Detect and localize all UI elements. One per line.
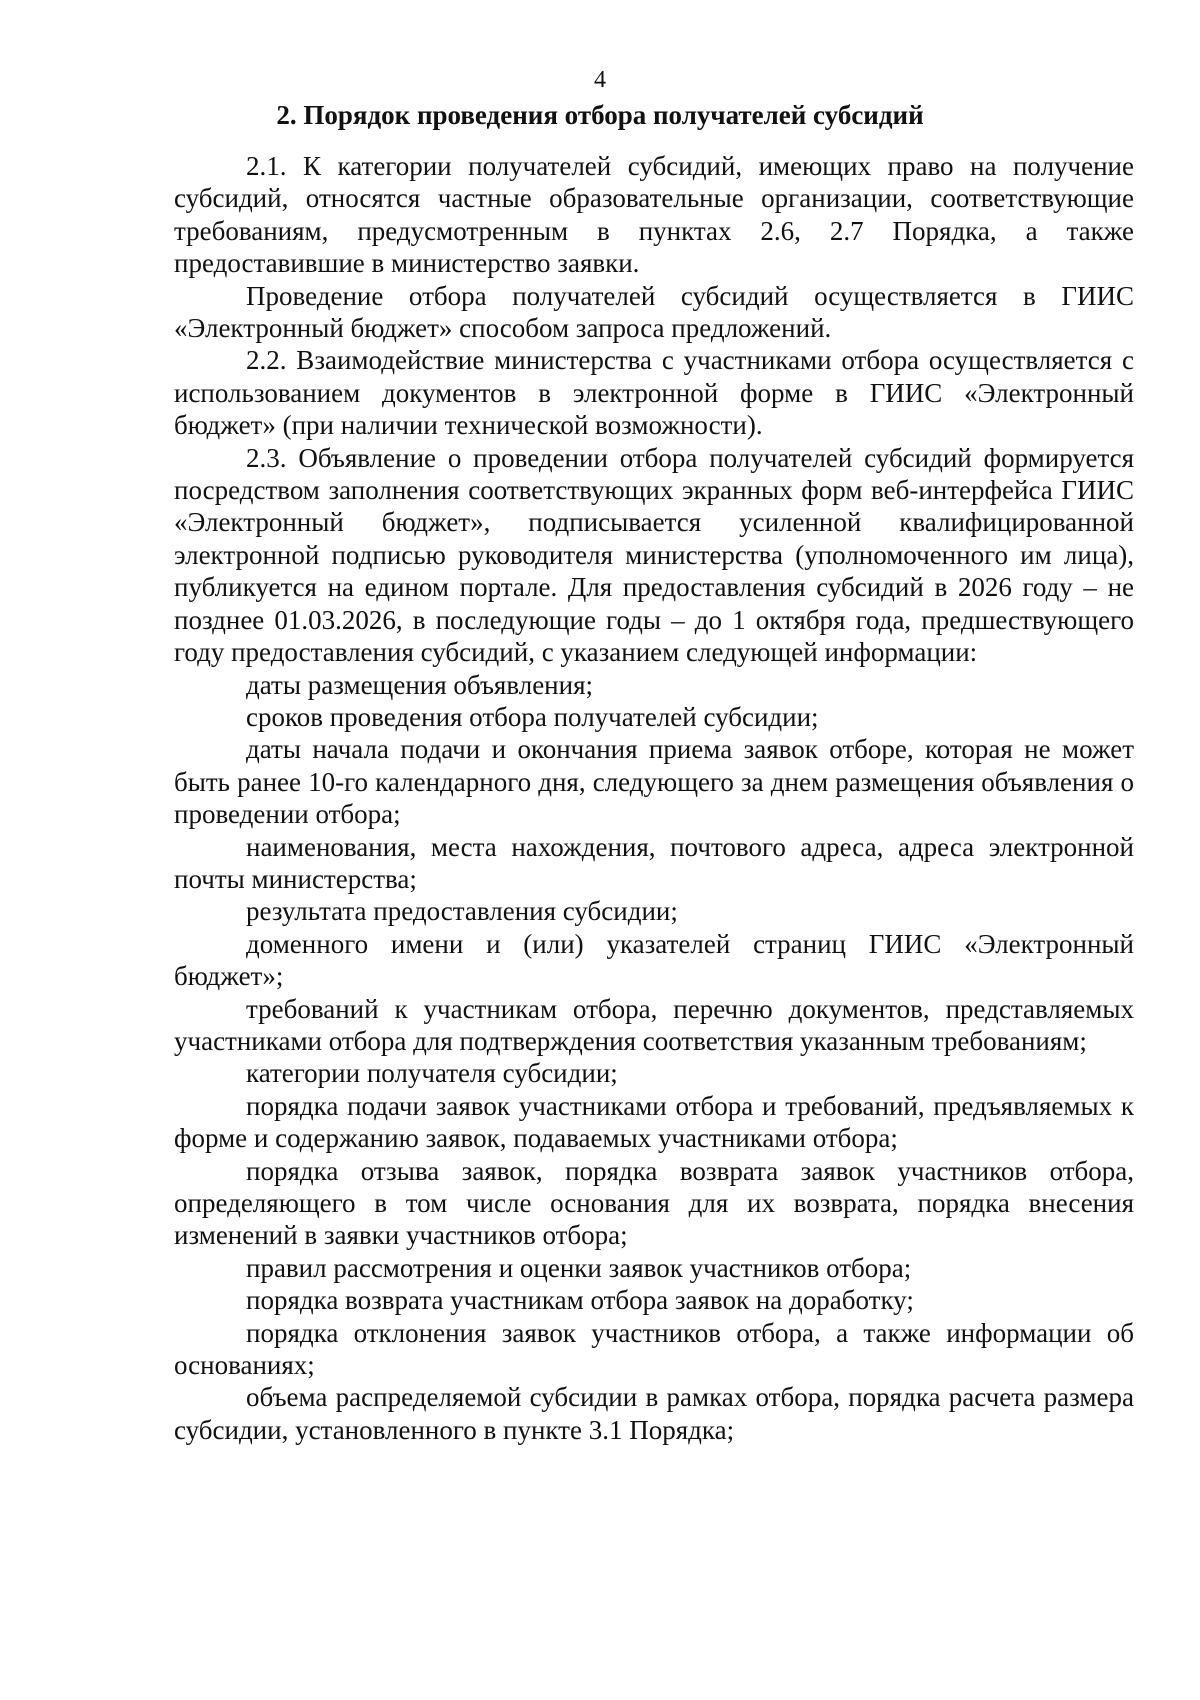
list-item: доменного имени и (или) указателей страниц ГИИС «Электронный бюджет»; bbox=[174, 928, 1134, 992]
list-item: объема распределяемой субсидии в рамках отбора, порядка расчета размера субсидии, установленного в пункте 3.1 Порядка; bbox=[174, 1382, 1134, 1445]
paragraph-selection-method: Проведение отбора получателей субсидий осуществляется в ГИИС «Электронный бюджет» способом запроса предложений. bbox=[174, 280, 1134, 344]
list-item: требований к участникам отбора, перечню документов, представляемых участниками отбора для подтверждения соответствия указанным требованиям; bbox=[174, 993, 1134, 1056]
paragraph-2-2: 2.2. Взаимодействие министерства с участниками отбора осуществляется с использованием документов в электронной форме в ГИИС «Электронный бюджет» (при наличии технической возможности). bbox=[174, 345, 1134, 441]
list-item: результата предоставления субсидии; bbox=[246, 896, 678, 927]
list-item: правил рассмотрения и оценки заявок участников отбора; bbox=[246, 1252, 912, 1283]
list-item: наименования, места нахождения, почтового адреса, адреса электронной почты министерства; bbox=[174, 831, 1134, 894]
list-item: даты начала подачи и окончания приема заявок отборе, которая не может быть ранее 10-го календарного дня, следующего за днем размещения объявления о проведении отбора; bbox=[174, 734, 1134, 830]
paragraph-2-3: 2.3. Объявление о проведении отбора получателей субсидий формируется посредством заполнения соответствующих экранных форм веб-интерфейса ГИИС «Электронный бюджет», подписывается усиленной квалифицированной электронной подписью руководителя министерства (уполномоченного им лица), публикуется на едином портале. Для предоставления субсидий в 2026 году – не позднее 01.03.2026, в последующие годы – до 1 октября года, предшествующего году предоставления субсидий, с указанием следующей информации: bbox=[174, 442, 1134, 668]
list-item: порядка возврата участникам отбора заявок на доработку; bbox=[246, 1285, 914, 1316]
page-number: 4 bbox=[594, 67, 606, 93]
paragraph-2-1: 2.1. К категории получателей субсидий, имеющих право на получение субсидий, относятся частные образовательные организации, соответствующие требованиям, предусмотренным в пунктах 2.6, 2.7 Порядка, а также предоставившие в министерство заявки. bbox=[174, 151, 1134, 279]
document-body bbox=[174, 150, 1134, 1446]
list-item: сроков проведения отбора получателей субсидии; bbox=[246, 701, 819, 732]
list-item: порядка отклонения заявок участников отбора, а также информации об основаниях; bbox=[174, 1317, 1134, 1381]
list-item: категории получателя субсидии; bbox=[246, 1058, 618, 1089]
section-heading: 2. Порядок проведения отбора получателей субсидий bbox=[276, 100, 924, 130]
list-item: порядка подачи заявок участниками отбора и требований, предъявляемых к форме и содержанию заявок, подаваемых участниками отбора; bbox=[174, 1090, 1134, 1154]
list-item: даты размещения объявления; bbox=[246, 669, 594, 700]
list-item: порядка отзыва заявок, порядка возврата заявок участников отбора, определяющего в том числе основания для их возврата, порядка внесения изменений в заявки участников отбора; bbox=[174, 1155, 1134, 1251]
